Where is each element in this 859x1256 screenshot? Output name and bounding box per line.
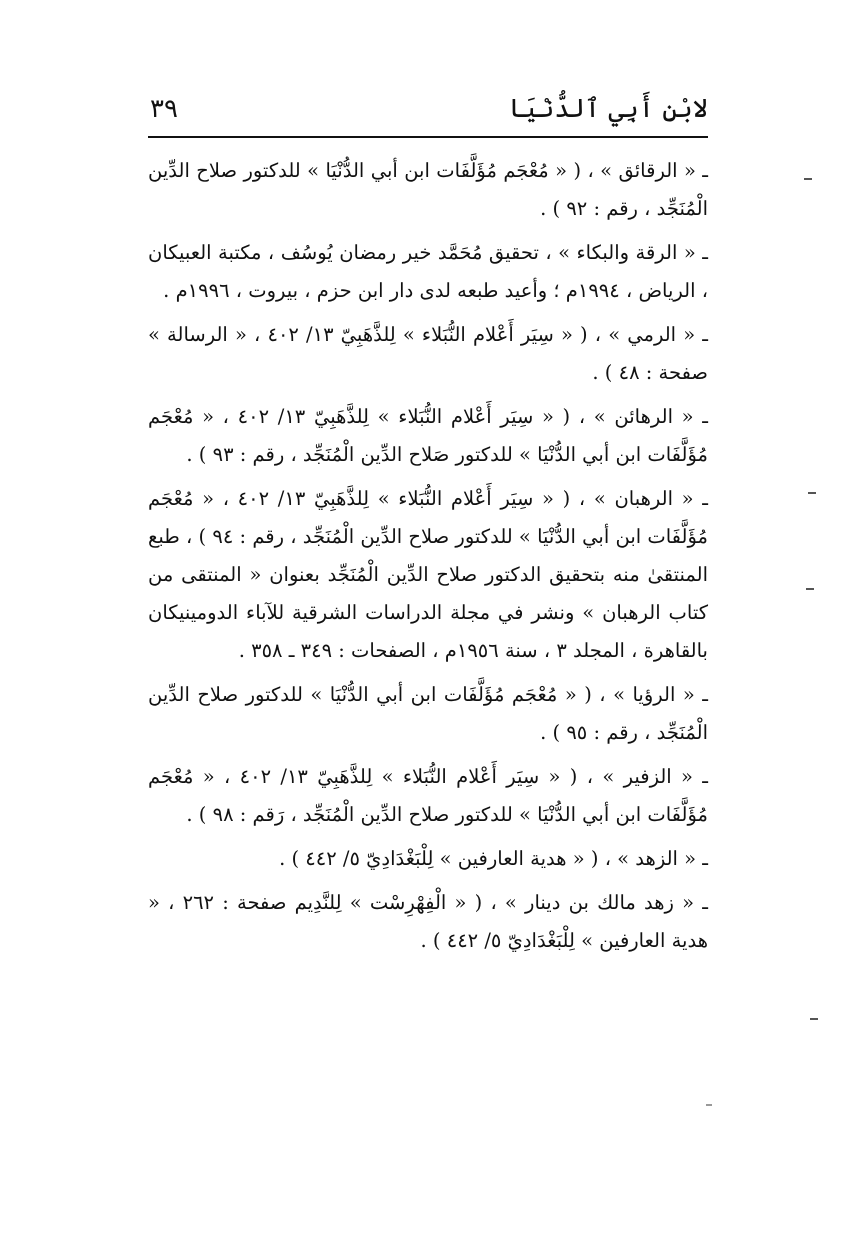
scan-mark-4 [810,1018,818,1020]
list-item: ـ « الرقة والبكاء » ، تحقيق مُحَمَّد خير رمضان يُوسُف ، مكتبة العبيكان ، الرياض ، ١٩٩٤م ؛ وأعيد طبعه لدى دار ابن حزم ، بيروت ، ١٩٩٦م . [148,241,708,302]
list-item: ـ « الرؤيا » ، ( « مُعْجَم مُؤَلَّفَات ابن أبي الدُّنْيَا » للدكتور صلاح الدِّين الْمُنَجِّد ، رقم : ٩٥ ) . [148,683,708,744]
scan-speck [706,1104,712,1106]
scan-mark-2 [808,492,816,494]
scan-mark-1 [804,178,812,180]
scan-mark-3 [806,588,814,590]
bibliography-list [148,152,708,966]
list-item: ـ « الرقائق » ، ( « مُعْجَم مُؤَلَّفَات ابن أبي الدُّنْيَا » للدكتور صلاح الدِّين الْمُنَجِّد ، رقم : ٩٢ ) . [148,159,708,220]
page-header [148,92,708,138]
list-item: ـ « زهد مالك بن دينار » ، ( « الْفِهْرِسْت » لِلنَّدِيم صفحة : ٢٦٢ ، « هدية العارفين » لِلْبَغْدَادِيّ ٥/ ٤٤٢ ) . [148,891,708,952]
list-item: ـ « الرهائن » ، ( « سِيَر أَعْلام النُّبَلاء » لِلذَّهَبِيّ ١٣/ ٤٠٢ ، « مُعْجَم مُؤَلَّفَات ابن أبي الدُّنْيَا » للدكتور صَلاح الدِّين الْمُنَجِّد ، رقم : ٩٣ ) . [148,405,708,466]
list-item: ـ « الرمي » ، ( « سِيَر أَعْلام النُّبَلاء » لِلذَّهَبِيّ ١٣/ ٤٠٢ ، « الرسالة » صفحة : ٤٨ ) . [148,323,708,384]
list-item: ـ « الرهبان » ، ( « سِيَر أَعْلام النُّبَلاء » لِلذَّهَبِيّ ١٣/ ٤٠٢ ، « مُعْجَم مُؤَلَّفَات ابن أبي الدُّنْيَا » للدكتور صلاح الدِّين الْمُنَجِّد ، رقم : ٩٤ ) ، طبع المنتقىٰ منه بتحقيق الدكتور صلاح الدِّين الْمُنَجِّد بعنوان « المنتقى من كتاب الرهبان » ونشر في مجلة الدراسات الشرقية للآباء الدومينيكان بالقاهرة ، المجلد ٣ ، سنة ١٩٥٦م ، الصفحات : ٣٤٩ ـ ٣٥٨ . [148,487,709,662]
list-item: ـ « الزفير » ، ( « سِيَر أَعْلام النُّبَلاء » لِلذَّهَبِيّ ١٣/ ٤٠٢ ، « مُعْجَم مُؤَلَّفَات ابن أبي الدُّنْيَا » للدكتور صلاح الدِّين الْمُنَجِّد ، رَقم : ٩٨ ) . [148,765,708,826]
running-title: لابْنِ أَبِي ٱلدُّنْيَا [508,94,708,124]
list-item: ـ « الزهد » ، ( « هدية العارفين » لِلْبَغْدَادِيّ ٥/ ٤٤٢ ) . [279,847,708,870]
page-number: ٣٩ [150,94,178,124]
